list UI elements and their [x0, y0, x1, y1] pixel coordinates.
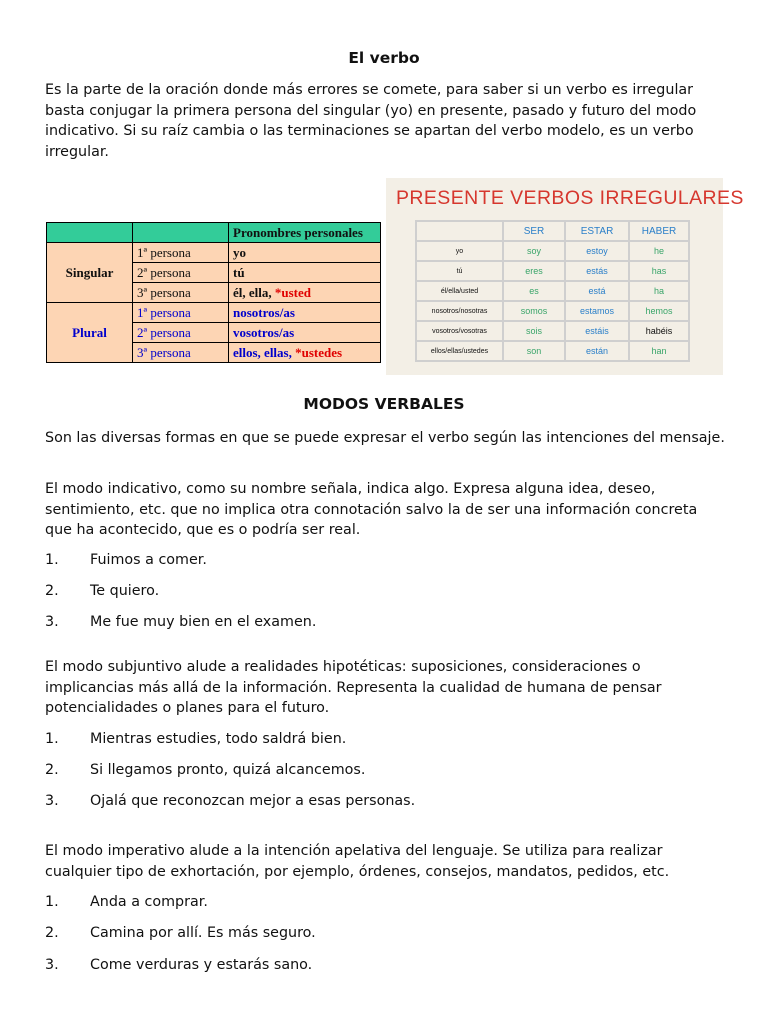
verbs-row: yo soy estoy he: [416, 241, 689, 261]
pronoun-cell: nosotros/as: [229, 303, 381, 323]
intro-paragraph: Es la parte de la oración donde más errores se comete, para saber si un verbo es irregular basta conjugar la primera persona del singular (yo) en presente, pasado y futuro del modo indicativo. Si su raíz cambia o las terminaciones se apartan del verbo modelo, es un verbo irregular.: [45, 82, 697, 160]
pronoun-cell: él, ella, *usted: [229, 283, 381, 303]
ser-header: SER: [503, 221, 565, 241]
pronouns-table: [46, 222, 381, 363]
indicativo-paragraph: El modo indicativo, como su nombre señala, indica algo. Expresa alguna idea, deseo, sentimiento, etc. que no implica otra connotación salvo la de ser una información concreta que ha acontecido, que es o podría ser real.: [45, 481, 698, 538]
list-item: 1. Mientras estudies, todo saldrá bien.: [45, 731, 347, 747]
persona-cell: 1ª persona: [133, 303, 229, 323]
list-item: 1. Anda a comprar.: [45, 894, 208, 910]
persona-cell: 3ª persona: [133, 343, 229, 363]
page-title: El verbo: [348, 49, 420, 67]
pronoun-cell: tú: [229, 263, 381, 283]
singular-label: Singular: [47, 243, 133, 303]
irregular-verbs-title: PRESENTE VERBOS IRREGULARES: [396, 187, 744, 209]
persona-cell: 3ª persona: [133, 283, 229, 303]
list-item: 3. Ojalá que reconozcan mejor a esas personas.: [45, 793, 416, 809]
list-item: 3. Me fue muy bien en el examen.: [45, 614, 317, 630]
pronouns-header: Pronombres personales: [229, 223, 381, 243]
modes-title: MODOS VERBALES: [303, 395, 465, 413]
pronoun-cell: vosotros/as: [229, 323, 381, 343]
modes-intro: Son las diversas formas en que se puede expresar el verbo según las intenciones del mensaje.: [45, 430, 725, 446]
table-row: [47, 243, 381, 263]
verbs-header-row: [416, 221, 689, 241]
persona-cell: 1ª persona: [133, 243, 229, 263]
estar-header: ESTAR: [565, 221, 629, 241]
haber-header: HABER: [629, 221, 689, 241]
verbs-row: él/ella/usted es está ha: [416, 281, 689, 301]
pronoun-cell: ellos, ellas, *ustedes: [229, 343, 381, 363]
list-item: 2. Te quiero.: [45, 583, 160, 599]
imperativo-paragraph: El modo imperativo alude a la intención apelativa del lenguaje. Se utiliza para realizar cualquier tipo de exhortación, por ejemplo, órdenes, consejos, mandatos, pedidos, etc.: [45, 843, 670, 880]
persona-cell: 2ª persona: [133, 263, 229, 283]
list-item: 2. Camina por allí. Es más seguro.: [45, 925, 316, 941]
verbs-row: tú eres estás has: [416, 261, 689, 281]
list-item: 1. Fuimos a comer.: [45, 552, 207, 568]
persona-cell: 2ª persona: [133, 323, 229, 343]
table-header-row: [47, 223, 381, 243]
irregular-verbs-table: [415, 220, 690, 362]
table-row: [47, 303, 381, 323]
ustedes-highlight: *ustedes: [295, 344, 343, 360]
irregular-verbs-image: [386, 178, 744, 375]
verbs-row: vosotros/vosotras sois estáis habéis: [416, 321, 689, 341]
verbs-row: ellos/ellas/ustedes son están han: [416, 341, 689, 361]
list-item: 3. Come verduras y estarás sano.: [45, 957, 313, 973]
verbs-row: nosotros/nosotras somos estamos hemos: [416, 301, 689, 321]
list-item: 2. Si llegamos pronto, quizá alcancemos.: [45, 762, 366, 778]
plural-label: Plural: [47, 303, 133, 363]
pronoun-cell: yo: [229, 243, 381, 263]
subjuntivo-paragraph: El modo subjuntivo alude a realidades hipotéticas: suposiciones, consideraciones o implicancias más allá de la información. Representa la cualidad de humana de pensar potencialidades o planes para el futuro.: [45, 659, 662, 716]
usted-highlight: *usted: [274, 284, 312, 300]
